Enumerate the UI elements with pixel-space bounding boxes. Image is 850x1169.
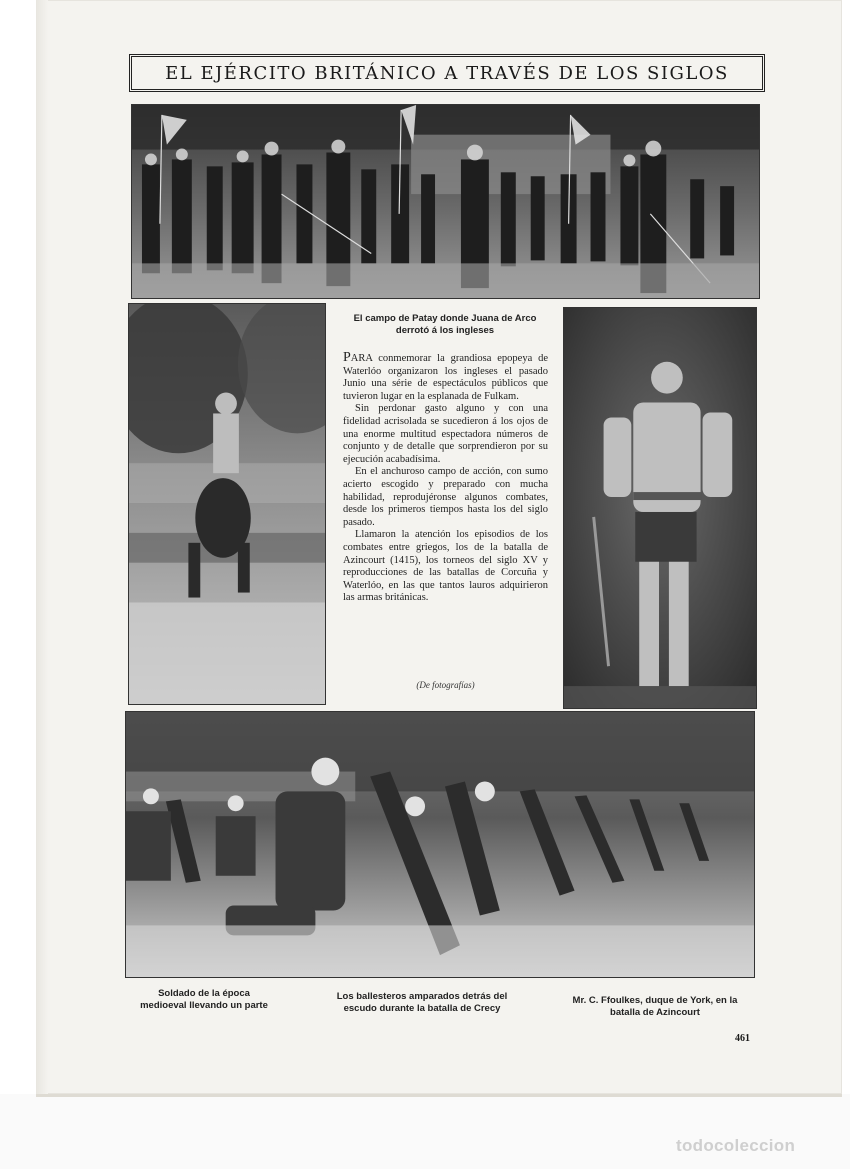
article-paragraph: Llamaron la atención los episodios de los combates entre griegos, los de la batalla de Azincourt (1415), los torneos del siglo XV y reproducciones de las batallas de Corcuña y Waterlóo, en las que tantos lauros adquirieron las armas británicas. [343,529,548,604]
article-body [343,352,548,605]
page-number: 461 [735,1033,750,1044]
photo-medieval-rider [128,303,326,705]
caption-rider: Soldado de la época medioeval llevando un parte [140,988,268,1011]
photo-credit: (De fotografías) [416,680,475,690]
photo-patay-field [131,104,760,299]
photo-knight-armour [563,307,757,709]
caption-knight: Mr. C. Ffoulkes, duque de York, en la batalla de Azincourt [572,995,738,1018]
page-fold-shadow [36,0,48,1094]
article-paragraph: PARA conmemorar la grandiosa epopeya de Waterlóo organizaron los ingleses el pasado Junio una série de espectáculos públicos que tuvieron lugar en la esplanada de Fulkam. [343,350,548,402]
article-paragraph: Sin perdonar gasto alguno y con una fidelidad acrisolada se sucedieron á los ojos de una enorme multitud espectadora números de conjunto y de detalle que sorprendieron por su ejecución acabadísima. [343,403,548,465]
headline-box [129,54,765,92]
watermark: todocoleccion [676,1136,796,1155]
photo-crossbowmen [125,711,755,978]
caption-patay: El campo de Patay donde Juana de Arco derrotó á los ingleses [353,313,537,336]
drop-cap: P [343,350,351,365]
article-paragraph: En el anchuroso campo de acción, con sumo acierto escogido y preparado con mucha habilidad, reprodujéronse algunos combates, desde los primeros tiempos hasta los del siglo pasado. [343,466,548,528]
scan-background [0,1094,850,1169]
headline: EL EJÉRCITO BRITÁNICO A TRAVÉS DE LOS SIGLOS [165,62,729,84]
caption-crossbowmen: Los ballesteros amparados detrás del escudo durante la batalla de Crecy [336,991,508,1014]
